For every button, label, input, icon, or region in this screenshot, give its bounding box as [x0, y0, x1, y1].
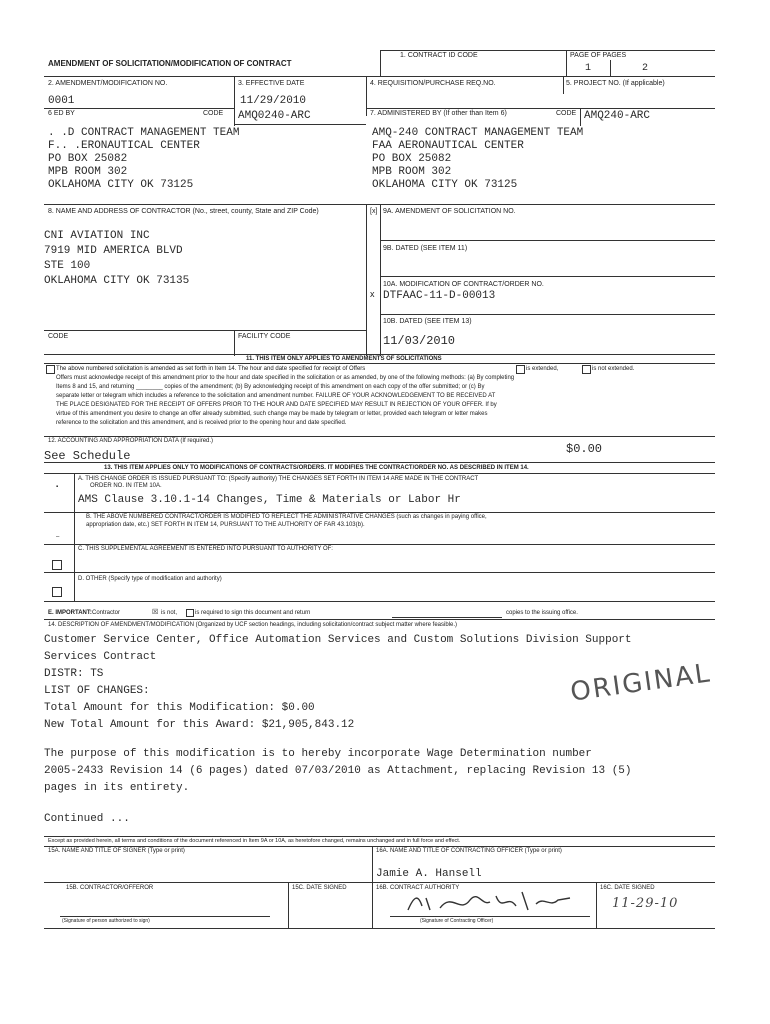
is-extended-label: is extended, — [526, 366, 559, 372]
page-total: 2 — [642, 63, 649, 74]
modification-mark: x — [370, 289, 375, 299]
amendment-no-value: 0001 — [48, 95, 75, 107]
contracting-officer-name: Jamie A. Hansell — [376, 868, 482, 880]
form-title: AMENDMENT OF SOLICITATION/MODIFICATION OF CONTRACT — [48, 59, 292, 68]
accounting-data-value: See Schedule — [44, 449, 131, 463]
administered-by-label: 7. ADMINISTERED BY (If other than Item 6) — [370, 110, 507, 117]
administered-by-line-3: PO BOX 25082 — [372, 153, 452, 165]
contractor-name-label: 8. NAME AND ADDRESS OF CONTRACTOR (No., street, county, State and ZIP Code) — [48, 208, 319, 215]
modification-contract-label: 10A. MODIFICATION OF CONTRACT/ORDER NO. — [383, 281, 544, 288]
issued-by-label: 6 ED BY — [48, 110, 75, 117]
important-copies: copies to the issuing office. — [506, 610, 578, 616]
issued-by-line-2: F.. .ERONAUTICAL CENTER — [48, 140, 200, 152]
is-required-checkbox[interactable] — [186, 609, 194, 617]
description-line-3: DISTR: TS — [44, 668, 104, 680]
amendment-solicitation-mark: [x] — [370, 208, 378, 215]
original-stamp: ORIGINAL — [568, 658, 714, 708]
is-not-extended-label: is not extended. — [592, 366, 635, 372]
amendment-no-label: 2. AMENDMENT/MODIFICATION NO. — [48, 80, 168, 87]
item11-line-4: separate letter or telegram which includes a reference to the solicitation and amendment number. FAILURE OF YOUR ACKNOWLEDGEMENT TO BE RECEIVED AT — [56, 393, 496, 399]
administered-by-line-4: MPB ROOM 302 — [372, 166, 452, 178]
issued-by-line-4: MPB ROOM 302 — [48, 166, 128, 178]
contract-authority-label: 16B. CONTRACT AUTHORITY — [376, 885, 460, 891]
administered-by-code: AMQ240-ARC — [584, 110, 651, 122]
item11-line-7: reference to the solicitation and this amendment, and is received prior to the opening hour and date specified. — [56, 420, 347, 426]
issued-by-line-1: . .D CONTRACT MANAGEMENT TEAM — [48, 127, 240, 139]
dated-10b-value: 11/03/2010 — [383, 334, 456, 348]
administered-by-line-2: FAA AERONAUTICAL CENTER — [372, 140, 524, 152]
description-line-5: Total Amount for this Modification: $0.00 — [44, 702, 315, 714]
item13-d-label: D. OTHER (Specify type of modification and authority) — [78, 576, 222, 582]
description-line-9: 2005-2433 Revision 14 (6 pages) dated 07/03/2010 as Attachment, replacing Revision 13 (5) — [44, 765, 632, 777]
modification-contract-value: DTFAAC-11-D-00013 — [383, 290, 496, 302]
contract-id-code-label: 1. CONTRACT ID CODE — [400, 52, 478, 59]
item11-line-3: Items 8 and 15, and returning ________ copies of the amendment; (b) By acknowledging receipt of this amendment on each copy of the offer submitted; or (c) By — [56, 384, 485, 390]
description-line-10: pages in its entirety. — [44, 782, 190, 794]
item13-a-value: AMS Clause 3.10.1-14 Changes, Time & Materials or Labor Hr — [78, 494, 461, 506]
important-label: E. IMPORTANT: — [48, 610, 92, 616]
officer-date-signed-label: 16C. DATE SIGNED — [600, 885, 655, 891]
signer-name-label: 15A. NAME AND TITLE OF SIGNER (Type or print) — [48, 848, 185, 854]
officer-date-signed: 11-29-10 — [612, 896, 679, 911]
item13-c-checkbox[interactable] — [52, 560, 62, 570]
description-continued: Continued ... — [44, 813, 130, 825]
issued-by-line-5: OKLAHOMA CITY OK 73125 — [48, 179, 194, 191]
description-line-1: Customer Service Center, Office Automation Services and Custom Solutions Division Support — [44, 634, 632, 646]
administered-by-line-5: OKLAHOMA CITY OK 73125 — [372, 179, 518, 191]
item13-a-label: A. THIS CHANGE ORDER IS ISSUED PURSUANT TO: (Specify authority) THE CHANGES SET FORTH IN ITEM 14 ARE MADE IN THE CONTRACT — [78, 476, 479, 482]
accounting-data-label: 12. ACCOUNTING AND APPROPRIATION DATA (If required.) — [48, 438, 214, 444]
contractor-signature-sublabel: (Signature of person authorized to sign) — [62, 918, 150, 924]
effective-date-label: 3. EFFECTIVE DATE — [238, 80, 305, 87]
footer-note: Except as provided herein, all terms and conditions of the document referenced in Item 9A or 10A, as heretofore changed, remains unchanged and in full force and effect. — [48, 838, 461, 844]
amendment-solicitation-label: 9A. AMENDMENT OF SOLICITATION NO. — [383, 208, 516, 215]
contractor-code-label: CODE — [48, 333, 69, 340]
item13-header: 13. THIS ITEM APPLIES ONLY TO MODIFICATIONS OF CONTRACTS/ORDERS. IT MODIFIES THE CONTRACT/ORDER NO. AS DESCRIBED IN ITEM 14. — [104, 465, 529, 471]
description-line-2: Services Contract — [44, 651, 157, 663]
contractor-offeror-label: 15B. CONTRACTOR/OFFEROR — [66, 885, 154, 891]
description-line-4: LIST OF CHANGES: — [44, 685, 150, 697]
important-contractor: Contractor — [92, 610, 121, 616]
contracting-officer-name-label: 16A. NAME AND TITLE OF CONTRACTING OFFICER (Type or print) — [376, 848, 562, 854]
issued-by-line-3: PO BOX 25082 — [48, 153, 128, 165]
contractor-date-signed-label: 15C. DATE SIGNED — [292, 885, 347, 891]
contractor-line-4: OKLAHOMA CITY OK 73135 — [44, 275, 190, 287]
item13-c-label: C. THIS SUPPLEMENTAL AGREEMENT IS ENTERED INTO PURSUANT TO AUTHORITY OF: — [78, 546, 333, 552]
item11-header: 11. THIS ITEM ONLY APPLIES TO AMENDMENTS OF SOLICITATIONS — [246, 356, 442, 362]
item13-a-label-2: ORDER NO. IN ITEM 10A. — [90, 483, 162, 489]
contractor-line-1: CNI AVIATION INC — [44, 230, 150, 242]
important-is-not: is not, — [161, 610, 178, 616]
is-extended-checkbox[interactable] — [516, 365, 525, 374]
project-no-label: 5. PROJECT NO. (If applicable) — [566, 80, 665, 87]
contracting-officer-signature-sublabel: (Signature of Contracting Officer) — [420, 918, 494, 924]
facility-code-label: FACILITY CODE — [238, 333, 291, 340]
effective-date-value: 11/29/2010 — [240, 95, 307, 107]
description-label: 14. DESCRIPTION OF AMENDMENT/MODIFICATION (Organized by UCF section headings, including solicitation/contract subject matter where feasible.) — [48, 622, 458, 628]
item13-b-label: B. THE ABOVE NUMBERED CONTRACT/ORDER IS MODIFIED TO REFLECT THE ADMINISTRATIVE CHANGES (such as changes in paying office, — [86, 514, 487, 520]
contracting-officer-signature — [400, 886, 590, 916]
page-current: 1 — [585, 63, 592, 74]
contractor-line-2: 7919 MID AMERICA BLVD — [44, 245, 183, 257]
dated-9b-label: 9B. DATED (SEE ITEM 11) — [383, 245, 468, 252]
administered-by-line-1: AMQ-240 CONTRACT MANAGEMENT TEAM — [372, 127, 584, 139]
is-not-extended-checkbox[interactable] — [582, 365, 591, 374]
item13-d-checkbox[interactable] — [52, 587, 62, 597]
accounting-amount: $0.00 — [566, 442, 603, 456]
item11-line-5: THE PLACE DESIGNATED FOR THE RECEIPT OF OFFERS PRIOR TO THE HOUR AND DATE SPECIFIED MAY RESULT IN REJECTION OF YOUR OFFER. If by — [56, 402, 497, 408]
administered-by-code-label: CODE — [556, 110, 577, 117]
item11-line-2: Offers must acknowledge receipt of this amendment prior to the hour and date specified in the solicitation or as amended, by one of the following methods: (a) By completing — [56, 375, 515, 381]
page-of-pages-label: PAGE OF PAGES — [570, 52, 627, 59]
item11-checkbox[interactable] — [46, 365, 55, 374]
item13-b-label-2: appropriation date, etc.) SET FORTH IN ITEM 14, PURSUANT TO THE AUTHORITY OF FAR 43.103(b). — [86, 522, 365, 528]
item11-line-6: virtue of this amendment you desire to change an offer already submitted, such change may be made by telegram or letter, provided each telegram or letter makes — [56, 411, 488, 417]
issued-by-code: AMQ0240-ARC — [238, 110, 311, 122]
item13-a-check: ▪ — [56, 484, 59, 490]
contractor-line-3: STE 100 — [44, 260, 91, 272]
is-not-mark: ☒ — [152, 609, 159, 616]
dated-10b-label: 10B. DATED (SEE ITEM 13) — [383, 318, 472, 325]
item13-b-check: – — [56, 534, 60, 540]
requisition-no-label: 4. REQUISITION/PURCHASE REQ.NO. — [370, 80, 496, 87]
important-is-required: is required to sign this document and return — [195, 610, 311, 616]
description-line-6: New Total Amount for this Award: $21,905,843.12 — [44, 719, 355, 731]
item11-line-1: The above numbered solicitation is amended as set forth in Item 14. The hour and date specified for receipt of Offers — [56, 366, 366, 372]
issued-by-code-label: CODE — [203, 110, 224, 117]
description-line-8: The purpose of this modification is to hereby incorporate Wage Determination number — [44, 748, 592, 760]
